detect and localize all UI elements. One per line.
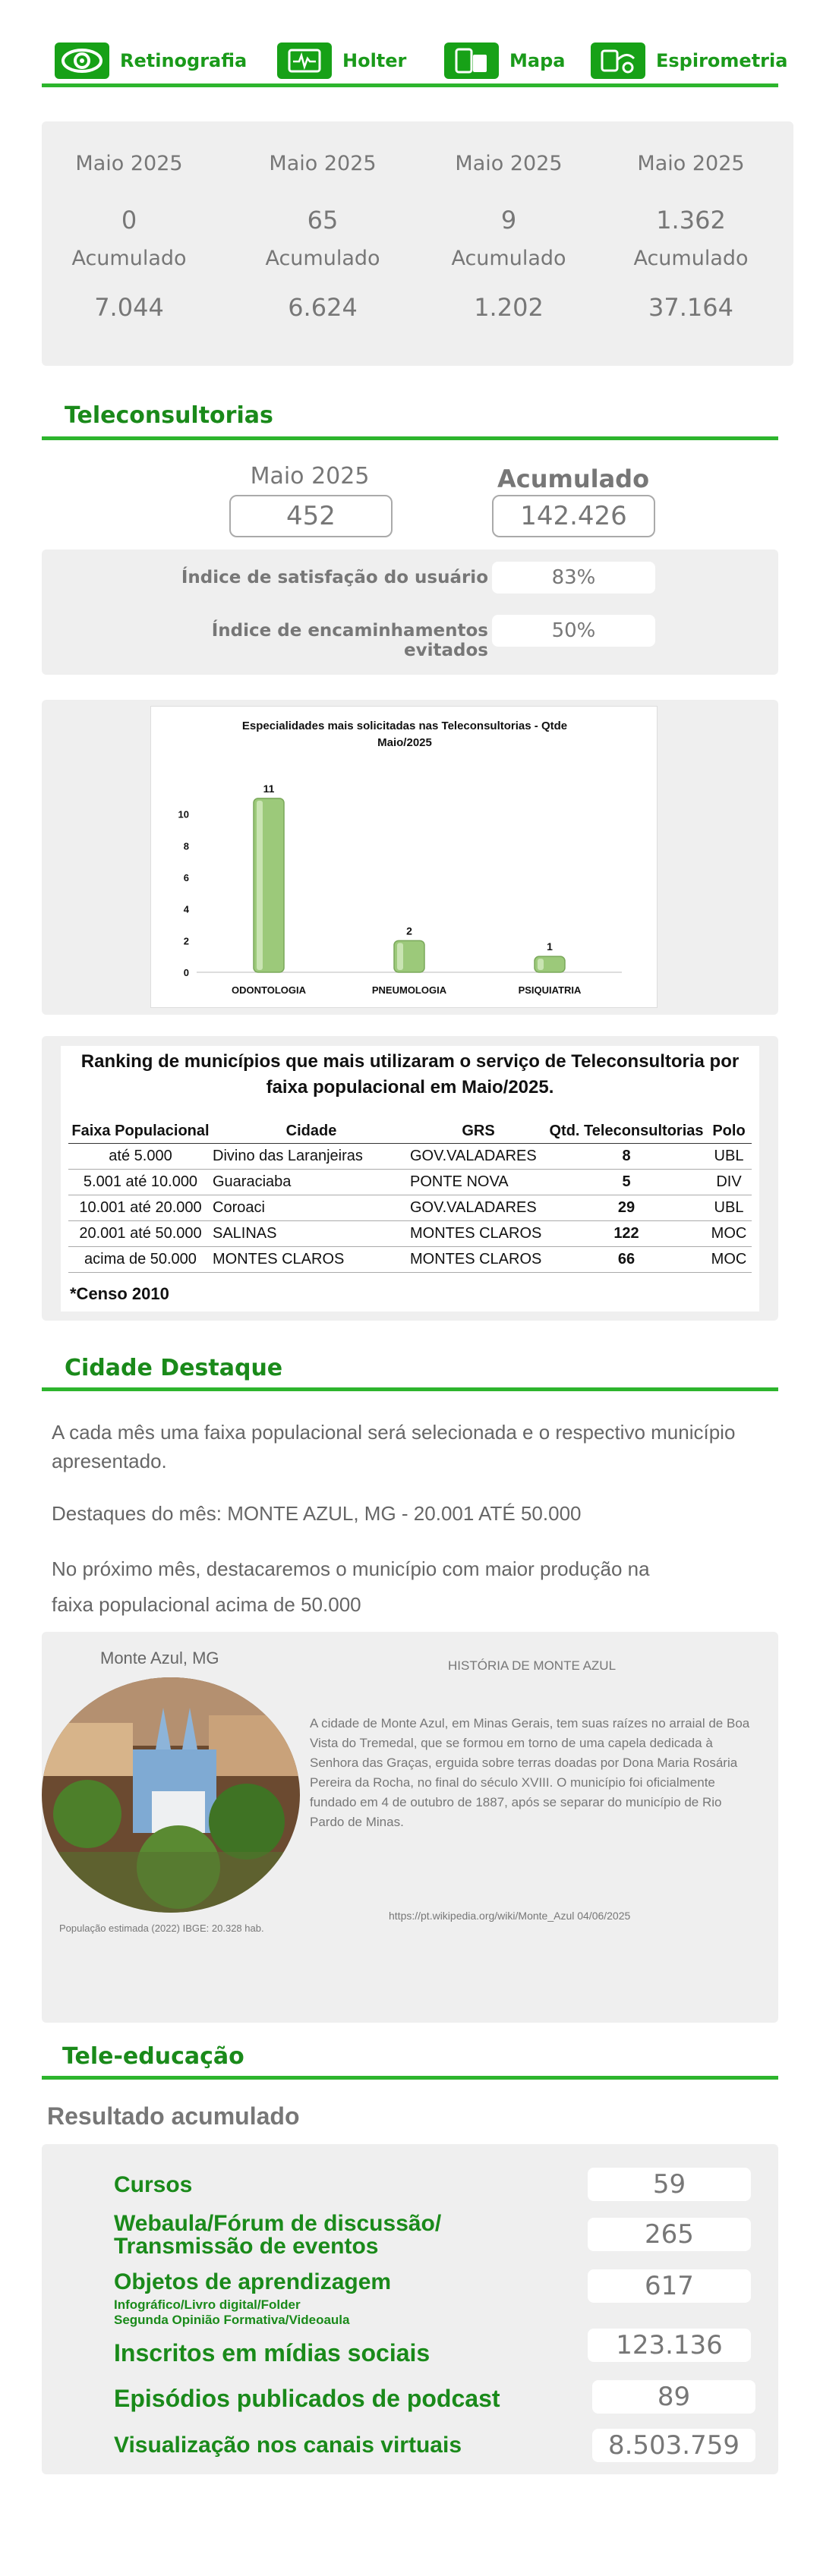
webaula-value: 265 (588, 2218, 751, 2251)
col-faixa: Faixa Populacional (68, 1120, 213, 1144)
stat-value: 65 (307, 206, 339, 235)
visualizacao-value: 8.503.759 (592, 2429, 755, 2462)
tab-label: Holter (342, 50, 407, 71)
destaque-p2: Destaques do mês: MONTE AZUL, MG - 20.001 ATÉ 50.000 (52, 1502, 582, 1525)
table-cell: acima de 50.000 (68, 1247, 213, 1273)
tab-label: Mapa (509, 50, 566, 71)
cursos-value: 59 (588, 2168, 751, 2201)
destaque-p3a: No próximo mês, destacaremos o município com maior produção na (52, 1557, 650, 1580)
table-cell: UBL (706, 1144, 752, 1170)
stat-espirometria (607, 152, 774, 322)
chart-title-line: Maio/2025 (377, 736, 432, 749)
table-cell: 122 (547, 1221, 706, 1247)
bar-highlight (538, 959, 544, 970)
data-label: 2 (406, 924, 412, 937)
table-cell: MOC (706, 1221, 752, 1247)
table-cell: 29 (547, 1195, 706, 1221)
stat-acc-label: Acumulado (71, 247, 187, 270)
referral-value: 50% (492, 615, 655, 647)
webaula-label (114, 2212, 441, 2258)
stat-retinografia (46, 152, 213, 322)
tab-mapa[interactable] (444, 39, 565, 82)
teleconsultorias-divider (42, 436, 778, 440)
tab-retinografia[interactable] (55, 39, 247, 82)
table-cell: GOV.VALADARES (410, 1144, 547, 1170)
stat-acc-value: 1.202 (474, 293, 544, 322)
blood-pressure-icon (444, 43, 499, 79)
city-population: População estimada (2022) IBGE: 20.328 hab. (59, 1923, 264, 1934)
history-text: A cidade de Monte Azul, em Minas Gerais, tem suas raízes no arraial de Boa Vista do Tremedal, que se formou em torno de uma capela dedicada à Senhora das Graças, erguida sobre terras doadas por Dona Maria Rosária Pereira da Rocha, no final do século XVIII. O município foi oficialmente fundado em 4 de outubro de 1887, após se separar do município de Rio Pardo de Minas. (310, 1716, 750, 1829)
stat-acc-label: Acumulado (265, 247, 380, 270)
table-cell: 8 (547, 1144, 706, 1170)
teleeducacao-divider (42, 2076, 778, 2080)
city-photo (42, 1677, 300, 1913)
teleeducacao-title: Tele-educação (62, 2043, 244, 2070)
tc-acc-label: Acumulado (497, 464, 650, 493)
x-tick-label: PSIQUIATRIA (518, 984, 582, 996)
table-cell: 5 (547, 1170, 706, 1195)
table-header-row (68, 1120, 752, 1144)
y-tick-label: 4 (183, 903, 189, 915)
inscritos-label: Inscritos em mídias sociais (114, 2339, 430, 2367)
stat-month: Maio 2025 (637, 152, 745, 175)
tc-month-value: 452 (229, 495, 393, 537)
teleeducacao-subtitle: Resultado acumulado (47, 2102, 300, 2130)
tab-holter[interactable] (277, 39, 406, 82)
objetos-sublabel (114, 2297, 349, 2328)
webaula-label-line2: Transmissão de eventos (114, 2234, 379, 2259)
y-tick-label: 10 (178, 808, 189, 820)
tab-label: Retinografia (120, 50, 248, 71)
y-tick-label: 2 (183, 935, 189, 947)
referral-label: Índice de encaminhamentos evitados (211, 621, 488, 660)
chart-card (150, 706, 658, 1008)
table-cell: 5.001 até 10.000 (68, 1170, 213, 1195)
table-cell: SALINAS (213, 1221, 410, 1247)
stat-value: 9 (500, 206, 517, 235)
tc-acc-value: 142.426 (492, 495, 655, 537)
objetos-label: Objetos de aprendizagem (114, 2269, 392, 2294)
stat-acc-label: Acumulado (451, 247, 566, 270)
stat-acc-label: Acumulado (633, 247, 749, 270)
specialties-bar-chart (151, 707, 658, 1009)
x-tick-label: ODONTOLOGIA (232, 984, 306, 996)
table-cell: Divino das Laranjeiras (213, 1144, 410, 1170)
table-row (68, 1144, 752, 1170)
stat-value: 1.362 (656, 206, 726, 235)
bar-highlight (257, 801, 263, 970)
table-row (68, 1247, 752, 1273)
y-tick-label: 0 (183, 967, 189, 978)
eye-icon (55, 43, 109, 79)
table-cell: PONTE NOVA (410, 1170, 547, 1195)
podcast-label: Episódios publicados de podcast (114, 2385, 500, 2412)
table-cell: DIV (706, 1170, 752, 1195)
stat-month: Maio 2025 (75, 152, 183, 175)
ranking-footnote: *Censo 2010 (70, 1284, 169, 1303)
objetos-sub2: Segunda Opinião Formativa/Videoaula (114, 2313, 350, 2327)
heart-monitor-icon (277, 43, 332, 79)
history-source: https://pt.wikipedia.org/wiki/Monte_Azul 04/06/2025 (389, 1910, 631, 1922)
bar-highlight (397, 943, 403, 970)
satisfaction-value: 83% (492, 562, 655, 594)
inscritos-value: 123.136 (588, 2329, 751, 2362)
y-tick-label: 6 (183, 872, 189, 883)
col-qtd: Qtd. Teleconsultorias (547, 1120, 706, 1144)
spirometer-icon (591, 43, 645, 79)
table-cell: Guaraciaba (213, 1170, 410, 1195)
data-label: 1 (547, 940, 553, 953)
webaula-label-line1: Webaula/Fórum de discussão/ (114, 2211, 442, 2236)
podcast-value: 89 (592, 2380, 755, 2414)
destaque-title: Cidade Destaque (65, 1355, 283, 1381)
table-cell: MONTES CLAROS (213, 1247, 410, 1273)
chart-title-line: Especialidades mais solicitadas nas Teleconsultorias - Qtde (241, 720, 568, 732)
stat-month: Maio 2025 (455, 152, 563, 175)
stat-value: 0 (121, 206, 137, 235)
table-cell: UBL (706, 1195, 752, 1221)
col-grs: GRS (410, 1120, 547, 1144)
history-title: HISTÓRIA DE MONTE AZUL (448, 1658, 617, 1673)
x-tick-label: PNEUMOLOGIA (371, 984, 447, 996)
tab-espirometria[interactable] (591, 39, 787, 82)
header-divider (42, 83, 778, 87)
tc-month-label: Maio 2025 (250, 463, 370, 490)
objetos-sub1: Infográfico/Livro digital/Folder (114, 2297, 301, 2312)
destaque-p3b: faixa populacional acima de 50.000 (52, 1593, 361, 1616)
stat-acc-value: 37.164 (648, 293, 733, 322)
table-cell: 10.001 até 20.000 (68, 1195, 213, 1221)
stat-holter (239, 152, 406, 322)
ranking-table (68, 1120, 752, 1273)
table-cell: MONTES CLAROS (410, 1247, 547, 1273)
destaque-p1: A cada mês uma faixa populacional será selecionada e o respectivo município apresentado. (52, 1421, 736, 1472)
col-polo: Polo (706, 1120, 752, 1144)
destaque-divider (42, 1387, 778, 1391)
table-row (68, 1195, 752, 1221)
city-label: Monte Azul, MG (100, 1649, 219, 1667)
objetos-value: 617 (588, 2269, 751, 2303)
stat-month: Maio 2025 (269, 152, 377, 175)
y-tick-label: 8 (183, 840, 189, 852)
col-cidade: Cidade (213, 1120, 410, 1144)
ranking-title: Ranking de municípios que mais utilizaram o serviço de Teleconsultoria por faixa populacional em Maio/2025. (80, 1051, 740, 1097)
tab-label: Espirometria (656, 50, 788, 71)
stat-mapa (425, 152, 592, 322)
table-cell: 20.001 até 50.000 (68, 1221, 213, 1247)
satisfaction-label: Índice de satisfação do usuário (181, 568, 488, 587)
data-label: 11 (263, 782, 275, 795)
table-cell: até 5.000 (68, 1144, 213, 1170)
table-row (68, 1170, 752, 1195)
visualizacao-label: Visualização nos canais virtuais (114, 2433, 462, 2458)
table-cell: 66 (547, 1247, 706, 1273)
table-row (68, 1221, 752, 1247)
table-cell: MONTES CLAROS (410, 1221, 547, 1247)
table-cell: GOV.VALADARES (410, 1195, 547, 1221)
stat-acc-value: 6.624 (288, 293, 358, 322)
table-cell: MOC (706, 1247, 752, 1273)
teleconsultorias-title: Teleconsultorias (65, 402, 273, 429)
stat-acc-value: 7.044 (94, 293, 164, 322)
table-cell: Coroaci (213, 1195, 410, 1221)
cursos-label: Cursos (114, 2172, 193, 2197)
